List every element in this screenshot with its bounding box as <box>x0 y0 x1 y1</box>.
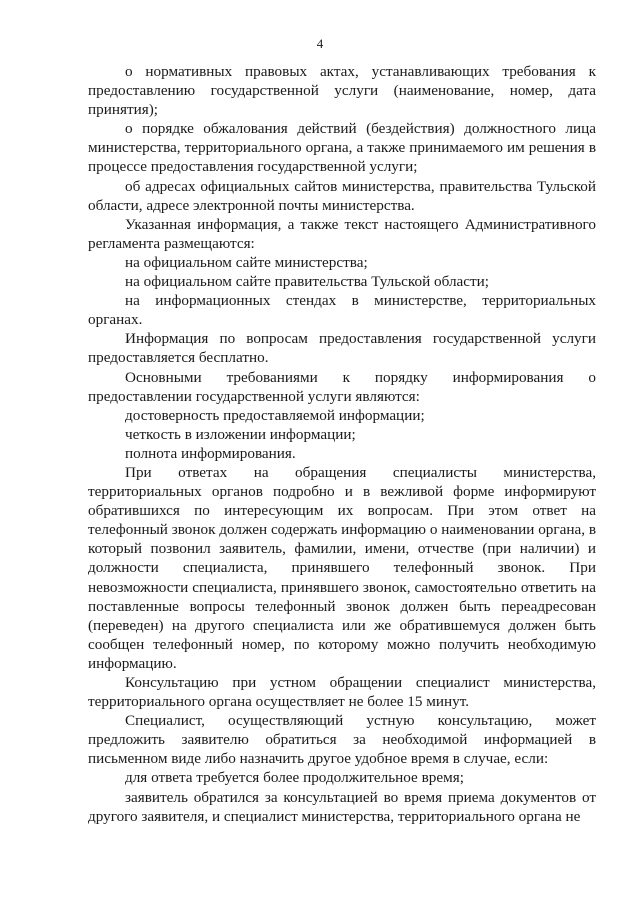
list-item: на официальном сайте правительства Тульской области; <box>125 273 490 291</box>
list-item: четкость в изложении информации; <box>125 425 356 443</box>
list-item: для ответа требуется более продолжительное время; <box>125 769 464 787</box>
document-body <box>88 62 596 826</box>
paragraph: Основными требованиями к порядку информирования о предоставлении государственной услуги являются: <box>88 368 596 405</box>
list-item: на информационных стендах в министерстве, территориальных органах. <box>88 292 596 329</box>
paragraph: об адресах официальных сайтов министерства, правительства Тульской области, адресе электронной почты министерства. <box>88 177 596 214</box>
list-item: полнота информирования. <box>125 444 296 462</box>
list-item: на официальном сайте министерства; <box>125 253 368 271</box>
list-item: достоверность предоставляемой информации; <box>125 406 425 424</box>
paragraph: о нормативных правовых актах, устанавливающих требования к предоставлению государственной услуги (наименование, номер, дата принятия); <box>88 63 596 119</box>
paragraph: При ответах на обращения специалисты министерства, территориальных органов подробно и в вежливой форме информируют обратившихся по интересующим их вопросам. При этом ответ на телефонный звонок должен содержать информацию о наименовании органа, в который позвонил заявитель, фамилии, имени, отчестве (при наличии) и должности специалиста, принявшего телефонный звонок. При невозможности специалиста, принявшего звонок, самостоятельно ответить на поставленные вопросы телефонный звонок должен быть переадресован (переведен) на другого специалиста или же обратившемуся должен быть сообщен телефонный номер, по которому можно получить необходимую информацию. <box>88 463 596 672</box>
paragraph: Специалист, осуществляющий устную консультацию, может предложить заявителю обратиться за необходимой информацией в письменном виде либо назначить другое удобное время в случае, если: <box>88 712 596 768</box>
paragraph: о порядке обжалования действий (бездействия) должностного лица министерства, территориального органа, а также принимаемого им решения в процессе предоставления государственной услуги; <box>88 120 596 176</box>
paragraph: Консультацию при устном обращении специалист министерства, территориального органа осуществляет не более 15 минут. <box>88 674 596 711</box>
page-number: 4 <box>316 36 324 51</box>
list-item: заявитель обратился за консультацией во время приема документов от другого заявителя, и специалист министерства, территориального органа не <box>88 788 596 825</box>
paragraph: Указанная информация, а также текст настоящего Административного регламента размещаются: <box>88 215 596 252</box>
paragraph: Информация по вопросам предоставления государственной услуги предоставляется бесплатно. <box>88 330 596 367</box>
